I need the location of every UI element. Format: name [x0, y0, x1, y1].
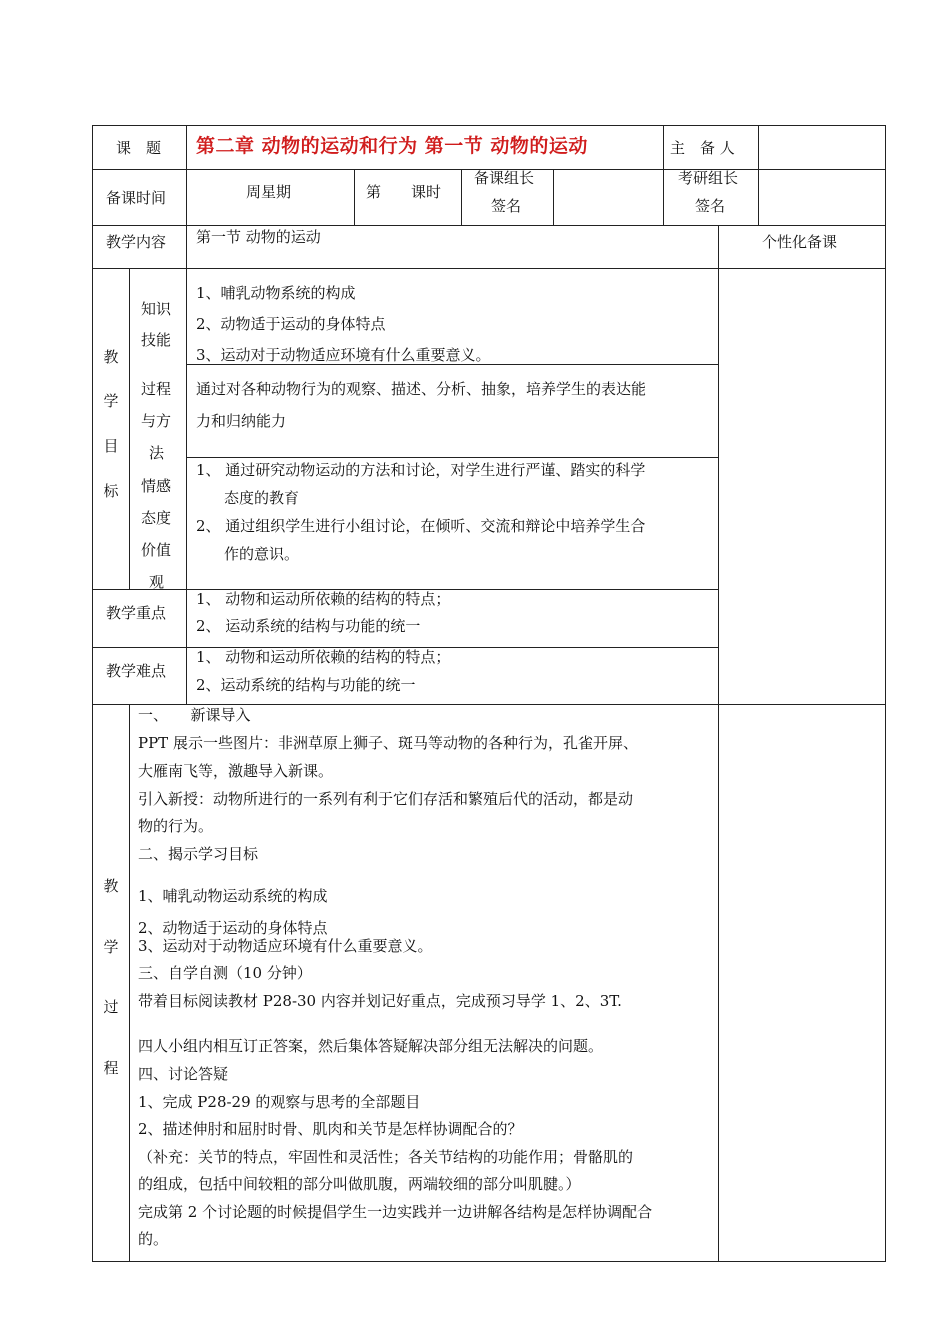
list-item: 1、 动物和运动所依赖的结构的特点； — [196, 590, 451, 608]
group-leader-sign-label: 签名 — [491, 197, 522, 215]
difficulties-label: 教学难点 — [106, 662, 167, 680]
list-item: 1、哺乳动物系统的构成 — [196, 284, 356, 302]
list-item: 3、运动对于动物适应环境有什么重要意义。 — [196, 346, 491, 364]
period-label: 第 课时 — [366, 183, 442, 201]
group-leader-label: 备课组长 — [474, 169, 535, 187]
subject-label: 课 题 — [116, 139, 162, 157]
personal-prep-label: 个性化备课 — [762, 233, 838, 251]
list-item: 1、 动物和运动所依赖的结构的特点； — [196, 648, 451, 666]
list-item: 2、运动系统的结构与功能的统一 — [196, 676, 416, 694]
preparer-label: 主 备 人 — [670, 139, 735, 157]
key-points-label: 教学重点 — [106, 604, 167, 622]
list-item: 2、动物适于运动的身体特点 — [196, 315, 386, 333]
week-label: 周星期 — [246, 183, 292, 201]
prep-time-label: 备课时间 — [106, 189, 167, 207]
research-leader-sign-label: 签名 — [695, 197, 726, 215]
content-value: 第一节 动物的运动 — [196, 228, 321, 246]
content-label: 教学内容 — [106, 233, 167, 251]
lesson-title: 第二章 动物的运动和行为 第一节 动物的运动 — [196, 135, 588, 157]
research-leader-label: 考研组长 — [678, 169, 739, 187]
list-item: 2、 运动系统的结构与功能的统一 — [196, 617, 421, 635]
